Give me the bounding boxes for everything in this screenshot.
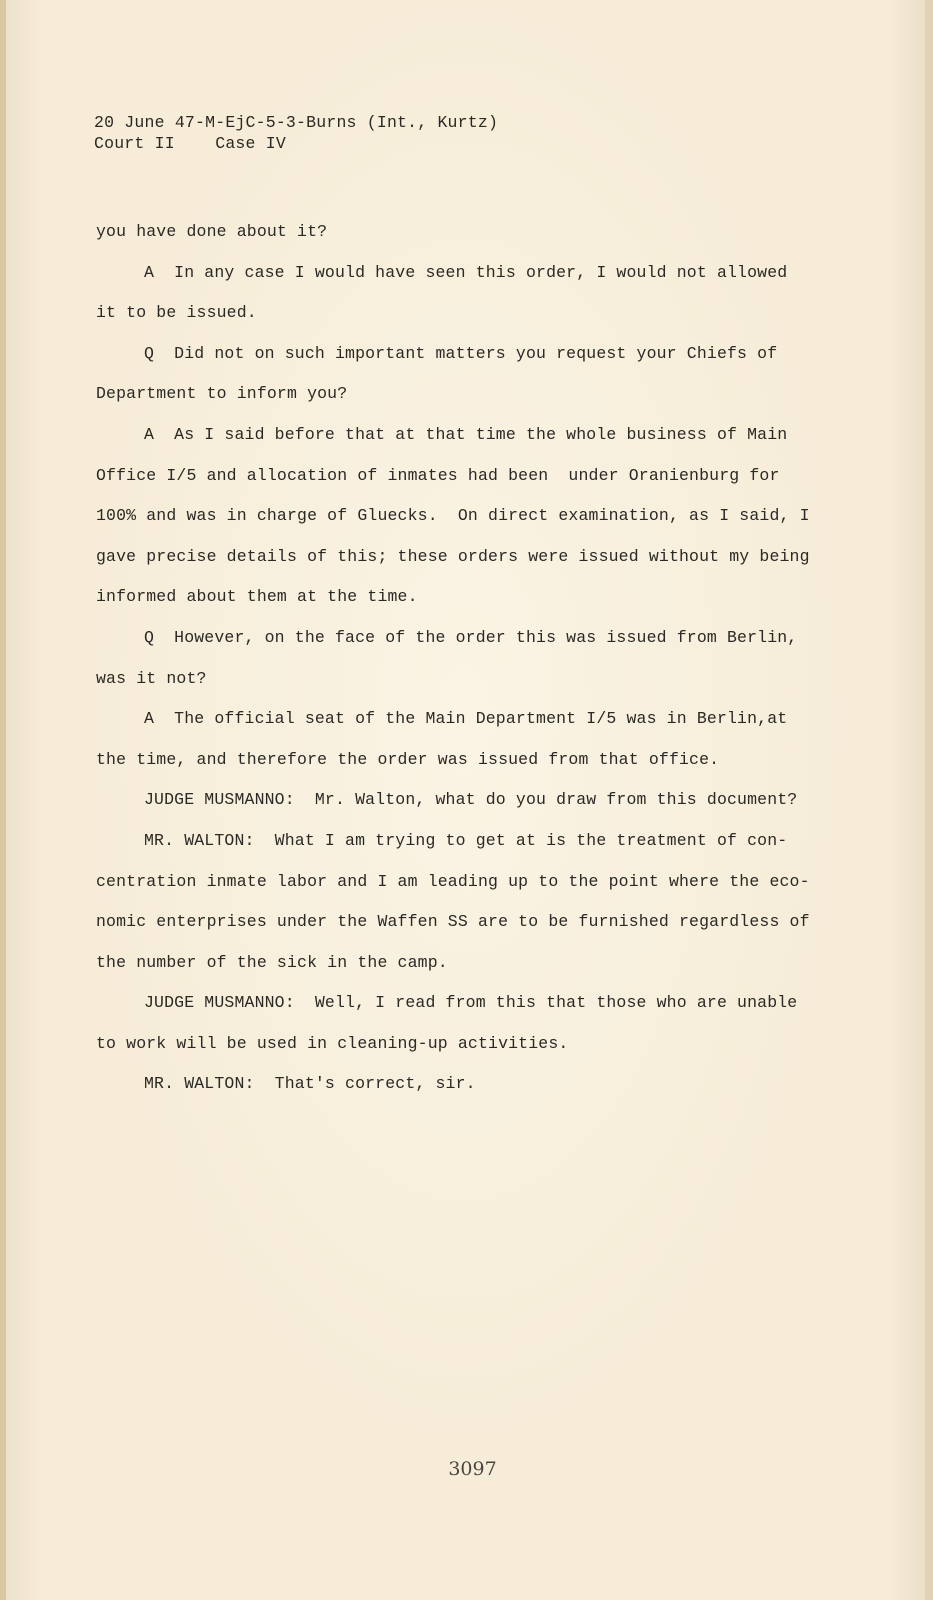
header-session-line: 20 June 47-M-EjC-5-3-Burns (Int., Kurtz)	[94, 113, 499, 132]
transcript-line: Q However, on the face of the order this was issued from Berlin,	[144, 627, 798, 647]
transcript-line: centration inmate labor and I am leading up to the point where the eco-	[96, 871, 810, 891]
transcript-line: informed about them at the time.	[96, 587, 418, 607]
transcript-line: A In any case I would have seen this order, I would not allowed	[144, 262, 788, 282]
transcript-line: Q Did not on such important matters you request your Chiefs of	[144, 343, 778, 363]
transcript-line: A The official seat of the Main Department I/5 was in Berlin,at	[144, 709, 788, 729]
transcript-line: the number of the sick in the camp.	[96, 952, 448, 972]
transcript-line: A As I said before that at that time the whole business of Main	[144, 424, 788, 444]
transcript-line: Department to inform you?	[96, 384, 348, 404]
transcript-line: 100% and was in charge of Gluecks. On direct examination, as I said, I	[96, 506, 810, 526]
transcript-line: it to be issued.	[96, 303, 257, 323]
transcript-line: MR. WALTON: That's correct, sir.	[144, 1074, 476, 1094]
transcript-line: nomic enterprises under the Waffen SS are to be furnished regardless of	[96, 912, 810, 932]
page-number: 3097	[448, 1458, 497, 1480]
transcript-header	[94, 112, 498, 154]
transcript-line: gave precise details of this; these orders were issued without my being	[96, 546, 810, 566]
transcript-line: Office I/5 and allocation of inmates had been under Oranienburg for	[96, 465, 780, 485]
transcript-line: MR. WALTON: What I am trying to get at is the treatment of con-	[144, 830, 788, 850]
transcript-line: JUDGE MUSMANNO: Mr. Walton, what do you draw from this document?	[144, 790, 798, 810]
transcript-line: the time, and therefore the order was issued from that office.	[96, 749, 720, 769]
transcript-line: JUDGE MUSMANNO: Well, I read from this that those who are unable	[144, 993, 798, 1013]
transcript-line: was it not?	[96, 668, 207, 688]
transcript-line: to work will be used in cleaning-up activities.	[96, 1033, 569, 1053]
header-court-case-line: Court II Case IV	[94, 134, 286, 153]
transcript-line: you have done about it?	[96, 222, 328, 241]
transcript-body	[96, 212, 821, 1105]
